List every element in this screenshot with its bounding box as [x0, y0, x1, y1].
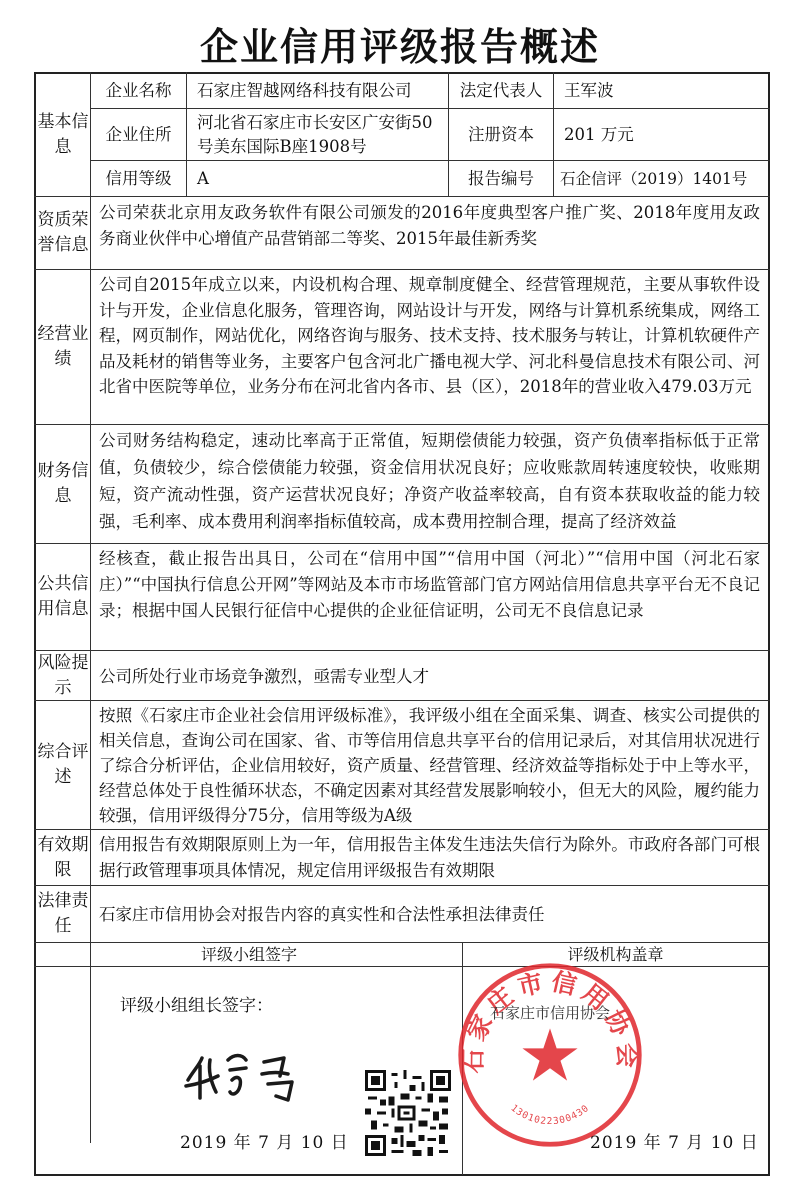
- legal-text: 石家庄市信用协会对报告内容的真实性和合法性承担法律责任: [99, 905, 545, 924]
- performance-label: 经营业绩: [37, 324, 89, 369]
- legal-rep-value: 王军波: [564, 81, 614, 100]
- legal-label: 法律责任: [37, 891, 89, 936]
- company-name-label: 企业名称: [105, 81, 172, 100]
- summary-text: 按照《石家庄市企业社会信用评级标准》，我评级小组在全面采集、调查、核实公司提供的相关信息，查询公司在国家、省、市等信用信息共享平台的信用记录后，对其信用状况进行了综合分析评估，企业信用较好，资产质量、经营管理、经济效益等指标处于中上等水平，经营总体处于良性循环状态，不确定因素对其经营发展影响较小，但无大的风险，履约能力较强，信用评级得分75分，信用等级为A级: [99, 706, 760, 825]
- address-label: 企业住所: [105, 124, 172, 144]
- report-no-label: 报告编号: [468, 168, 534, 188]
- public-credit-label: 公共信用信息: [37, 574, 89, 619]
- basic-info-label: 基本信息: [37, 112, 89, 157]
- left-date: 2019 年 7 月 10 日: [180, 1133, 349, 1153]
- legal-rep-label: 法定代表人: [459, 81, 543, 100]
- leader-signature: [180, 1040, 320, 1110]
- leader-sign-label: 评级小组组长签字：: [120, 996, 273, 1016]
- address-value: 河北省石家庄市长安区广安街50号美东国际B座1908号: [197, 112, 433, 156]
- official-seal: [455, 960, 645, 1150]
- svg-text:石家庄市信用协会: 石家庄市信用协会: [458, 966, 642, 1074]
- company-name-value: 石家庄智越网络科技有限公司: [197, 81, 412, 100]
- honor-text: 公司荣获北京用友政务软件有限公司颁发的2016年度典型客户推广奖、2018年度用友政务商业伙伴中心增值产品营销部二等奖、2015年最佳新秀奖: [99, 203, 760, 248]
- risk-text: 公司所处行业市场竞争激烈，亟需专业型人才: [99, 666, 429, 686]
- capital-value: 201 万元: [564, 124, 634, 144]
- page-title: 企业信用评级报告概述: [199, 25, 600, 69]
- credit-level-label: 信用等级: [105, 168, 172, 188]
- svg-text:1301022300430: 1301022300430: [508, 1102, 592, 1128]
- seal-header: 评级机构盖章: [567, 944, 664, 964]
- qr-code: [365, 1070, 451, 1156]
- risk-label: 风险提示: [37, 652, 89, 698]
- right-date: 2019 年 7 月 10 日: [590, 1133, 759, 1153]
- finance-text: 公司财务结构稳定，速动比率高于正常值，短期偿债能力较强，资产负债率指标低于正常值，负债较少，综合偿债能力较强，资金信用状况良好；应收账款周转速度较快，收账期短，资产流动性强，资产运营状况良好；净资产收益率较高，自有资本获取收益的能力较强，毛利率、成本费用利润率指标值较高，成本费用控制合理，提高了经济效益: [99, 431, 760, 531]
- performance-text: 公司自2015年成立以来，内设机构合理、规章制度健全、经营管理规范，主要从事软件设计与开发，企业信息化服务，管理咨询，网站设计与开发，网络与计算机系统集成，网络工程，网页制作，网站优化，网络咨询与服务、技术支持、技术服务与转让，计算机软硬件产品及耗材的销售等业务，主要客户包含河北广播电视大学、河北科曼信息技术有限公司、河北省中医院等单位，业务分布在河北省内各市、县（区），2018年的营业收入479.03万元: [99, 275, 760, 396]
- summary-label: 综合评述: [37, 742, 89, 787]
- validity-text: 信用报告有效期限原则上为一年，信用报告主体发生违法失信行为除外。市政府各部门可根据行政管理事项具体情况，规定信用评级报告有效期限: [99, 835, 760, 880]
- credit-level-value: A: [197, 168, 209, 188]
- finance-label: 财务信息: [37, 461, 89, 506]
- honor-label: 资质荣誉信息: [37, 210, 89, 255]
- sign-group-header: 评级小组签字: [200, 944, 297, 964]
- validity-label: 有效期限: [37, 834, 89, 880]
- public-credit-text: 经核查，截止报告出具日，公司在“信用中国”“信用中国（河北）”“信用中国（河北石家庄）”“中国执行信息公开网”等网站及本市市场监管部门官方网站信用信息共享平台无不良记录；根据中国人民银行征信中心提供的企业征信证明，公司无不良信息记录: [99, 549, 760, 620]
- seal-name-text: 石家庄市信用协会: [490, 1004, 611, 1022]
- capital-label: 注册资本: [468, 124, 534, 144]
- report-no-value: 石企信评（2019）1401号: [560, 169, 748, 188]
